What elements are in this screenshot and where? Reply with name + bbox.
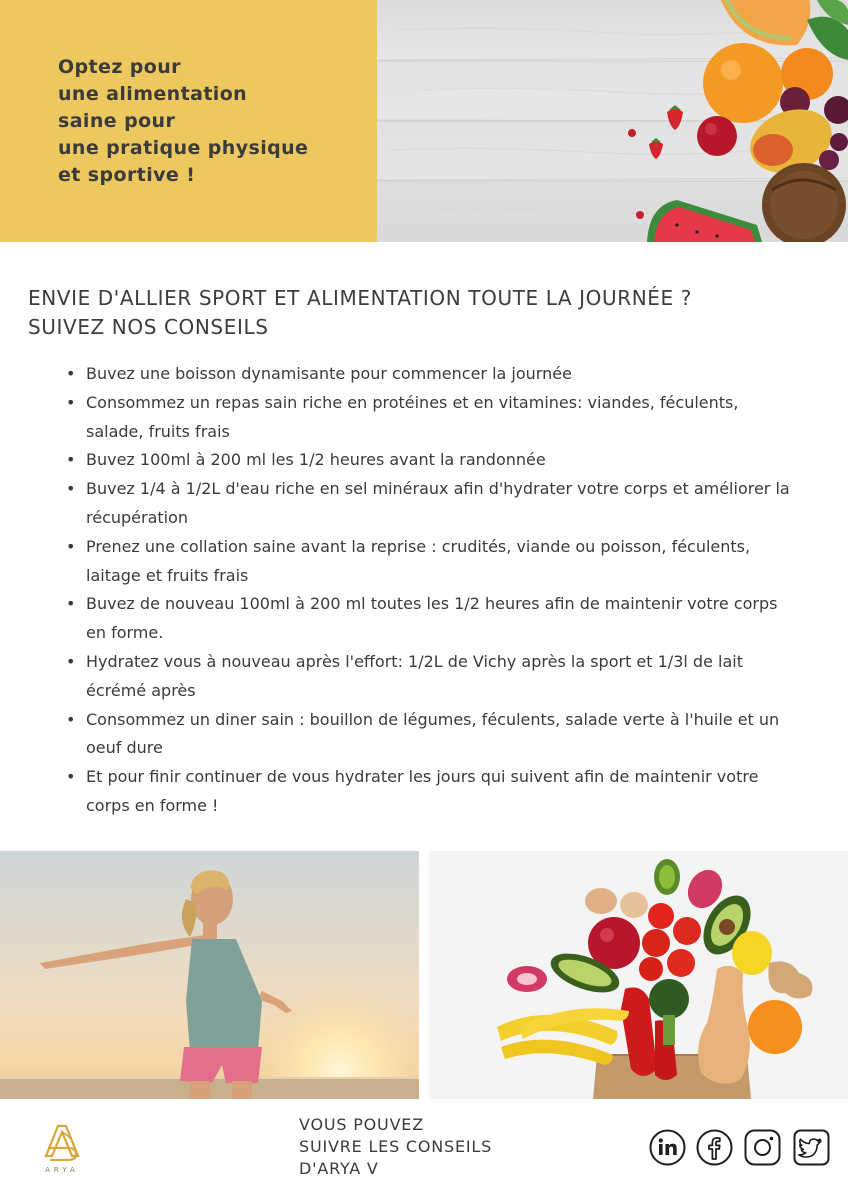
header-banner	[0, 0, 848, 242]
linkedin-icon[interactable]	[649, 1129, 686, 1166]
header-title-line: Optez pour	[58, 56, 181, 78]
header-title-line: une alimentation	[58, 83, 248, 105]
list-item: • Buvez 1/4 à 1/2L d'eau riche en sel minéraux afin d'hydrater votre corps et améliorer la récupération	[64, 475, 794, 533]
footer-text	[299, 1114, 492, 1180]
footer-text-line: SUIVRE LES CONSEILS	[299, 1137, 493, 1156]
header-title-line: une pratique physique	[58, 137, 309, 159]
header-title-line: saine pour	[58, 110, 176, 132]
grocery-bag-photo	[429, 851, 848, 1099]
tips-list	[64, 360, 794, 821]
header-title-line: et sportive !	[58, 164, 196, 186]
logo-text: ARYA	[45, 1166, 79, 1174]
list-item: • Consommez un repas sain riche en protéines et en vitamines: viandes, féculents, salade, fruits frais	[64, 389, 794, 447]
list-item: • Et pour finir continuer de vous hydrater les jours qui suivent afin de maintenir votre corps en forme !	[64, 763, 794, 821]
instagram-icon[interactable]	[744, 1129, 781, 1166]
footer-text-line: D'ARYA V	[299, 1159, 379, 1178]
list-item: • Consommez un diner sain : bouillon de légumes, féculents, salade verte à l'huile et un oeuf dure	[64, 706, 794, 764]
header-yellow-panel	[0, 0, 377, 242]
twitter-icon[interactable]	[793, 1129, 830, 1166]
list-item: • Prenez une collation saine avant la reprise : crudités, viande ou poisson, féculents, laitage et fruits frais	[64, 533, 794, 591]
footer-text-line: VOUS POUVEZ	[299, 1115, 424, 1134]
arya-logo	[32, 1118, 92, 1178]
facebook-icon[interactable]	[696, 1129, 733, 1166]
fruits-photo	[377, 0, 848, 242]
section-heading-line: SUIVEZ NOS CONSEILS	[28, 315, 269, 339]
list-item: • Hydratez vous à nouveau après l'effort: 1/2L de Vichy après la sport et 1/3l de lait écrémé après	[64, 648, 794, 706]
header-title	[58, 54, 358, 189]
list-item: • Buvez une boisson dynamisante pour commencer la journée	[64, 360, 794, 389]
woman-sunset-photo	[0, 851, 419, 1099]
section-heading	[28, 284, 828, 342]
list-item: • Buvez de nouveau 100ml à 200 ml toutes les 1/2 heures afin de maintenir votre corps en forme.	[64, 590, 794, 648]
list-item: • Buvez 100ml à 200 ml les 1/2 heures avant la randonnée	[64, 446, 794, 475]
section-heading-line: ENVIE D'ALLIER SPORT ET ALIMENTATION TOUTE LA JOURNÉE ?	[28, 286, 692, 310]
